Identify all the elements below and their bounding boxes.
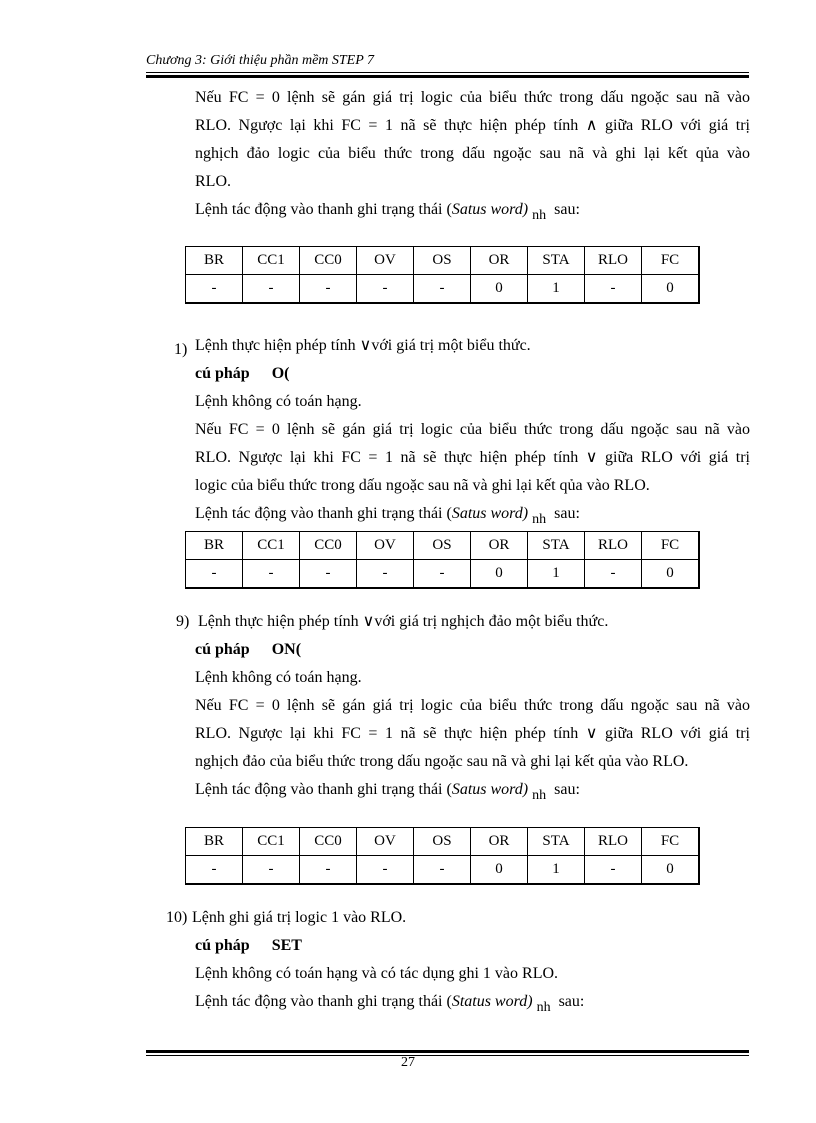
status-text: Lệnh tác động vào thanh ghi trạng thái ( [195,201,452,218]
syntax-label: cú pháp [195,365,250,382]
table-cell: - [243,275,300,304]
syntax-line [195,364,289,384]
syntax-label: cú pháp [195,641,250,658]
table-header-row [186,828,700,856]
status-word-label: Status word) [451,993,533,1010]
page-header-title: Chương 3: Giới thiệu phần mềm STEP 7 [146,53,375,68]
paragraph-line: logic của biểu thức trong dấu ngoặc sau nã và ghi lại kết qủa vào RLO. [195,477,650,494]
paragraph-line: RLO. [195,173,231,190]
status-text-end: sau: [554,201,580,218]
table-cell: STA [528,532,585,560]
status-text-end: sau: [558,993,585,1010]
table-cell: BR [186,532,243,560]
status-word-table [185,827,700,885]
table-cell: OV [357,247,414,275]
table-cell: OR [471,247,528,275]
table-cell: CC0 [300,532,357,560]
paragraph-line: RLO. Ngược lại khi FC = 1 nã sẽ thực hiện phép tính ∧ giữa RLO với giá trị [195,117,750,134]
table-cell: - [357,275,414,304]
syntax-label: cú pháp [195,937,250,954]
table-cell: CC1 [243,532,300,560]
status-word-table [185,531,700,589]
table-cell: CC1 [243,247,300,275]
syntax-value: ON( [271,641,302,658]
syntax-value: O( [271,365,290,382]
status-subscript: nh [536,1000,551,1015]
table-cell: STA [528,828,585,856]
table-cell: BR [186,247,243,275]
table-cell: FC [642,532,700,560]
syntax-line [195,640,301,660]
table-value-row [186,275,700,304]
table-cell: BR [186,828,243,856]
table-cell: OV [357,532,414,560]
footer-rule-thick [146,1050,749,1053]
table-cell: - [300,275,357,304]
table-cell: 0 [642,560,700,589]
status-word-label: Satus word) [451,505,529,522]
table-header-row [186,532,700,560]
table-cell: - [186,560,243,589]
table-cell: RLO [585,828,642,856]
paragraph-line: Nếu FC = 0 lệnh sẽ gán giá trị logic của biểu thức trong dấu ngoặc sau nã vào [195,89,750,106]
section-number: 9) [176,613,190,630]
table-cell: FC [642,828,700,856]
table-cell: RLO [585,247,642,275]
table-cell: OS [414,247,471,275]
page-number: 27 [401,1055,415,1070]
table-value-row [186,856,700,885]
paragraph-line: RLO. Ngược lại khi FC = 1 nã sẽ thực hiện phép tính ∨ giữa RLO với giá trị [195,725,750,742]
status-word-line [195,780,580,801]
table-cell: - [414,560,471,589]
table-cell: - [585,275,642,304]
table-cell: 0 [471,856,528,885]
status-text-end: sau: [554,781,580,798]
table-cell: FC [642,247,700,275]
section-number: 10) [166,909,188,926]
table-cell: CC0 [300,828,357,856]
table-cell: 1 [528,856,585,885]
table-cell: OS [414,828,471,856]
status-word-label: Satus word) [451,781,529,798]
status-text-end: sau: [554,505,580,522]
status-word-line [195,200,580,221]
table-cell: - [300,560,357,589]
section-title: Lệnh thực hiện phép tính ∨với giá trị một biểu thức. [195,337,531,354]
paragraph-line: Nếu FC = 0 lệnh sẽ gán giá trị logic của biểu thức trong dấu ngoặc sau nã vào [195,697,750,714]
paragraph-line: Lệnh không có toán hạng. [195,393,362,410]
paragraph-line: Lệnh không có toán hạng và có tác dụng ghi 1 vào RLO. [195,965,559,982]
table-cell: - [585,560,642,589]
status-text: Lệnh tác động vào thanh ghi trạng thái ( [195,781,452,798]
table-cell: OR [471,532,528,560]
table-cell: OR [471,828,528,856]
section-number: 1) [174,341,188,358]
table-cell: 0 [642,856,700,885]
table-cell: - [414,856,471,885]
section-title: Lệnh ghi giá trị logic 1 vào RLO. [192,909,407,926]
status-subscript: nh [532,512,547,527]
table-cell: RLO [585,532,642,560]
paragraph-line: Lệnh không có toán hạng. [195,669,362,686]
status-word-label: Satus word) [451,201,529,218]
paragraph-line: nghịch đảo của biểu thức trong dấu ngoặc sau nã và ghi lại kết qủa vào RLO. [195,753,689,770]
table-cell: - [414,275,471,304]
section-title: Lệnh thực hiện phép tính ∨với giá trị nghịch đảo một biểu thức. [198,613,609,630]
table-cell: STA [528,247,585,275]
table-cell: 0 [471,560,528,589]
status-text: Lệnh tác động vào thanh ghi trạng thái ( [195,993,452,1010]
syntax-value: SET [271,937,302,954]
table-cell: - [357,560,414,589]
table-cell: - [186,856,243,885]
paragraph-line: Nếu FC = 0 lệnh sẽ gán giá trị logic của biểu thức trong dấu ngoặc sau nã vào [195,421,750,438]
table-cell: - [243,856,300,885]
status-text: Lệnh tác động vào thanh ghi trạng thái ( [195,505,452,522]
table-cell: CC0 [300,247,357,275]
table-cell: 1 [528,560,585,589]
syntax-line [195,936,302,956]
header-rule-thin [146,72,749,73]
status-word-table [185,246,700,304]
table-cell: 1 [528,275,585,304]
status-word-line [195,504,580,525]
table-header-row [186,247,700,275]
table-cell: OS [414,532,471,560]
table-cell: CC1 [243,828,300,856]
table-cell: - [357,856,414,885]
table-cell: - [186,275,243,304]
paragraph-line: RLO. Ngược lại khi FC = 1 nã sẽ thực hiện phép tính ∨ giữa RLO với giá trị [195,449,750,466]
table-cell: - [243,560,300,589]
header-rule-thick [146,75,749,78]
status-subscript: nh [532,788,547,803]
status-word-line [195,992,584,1013]
table-value-row [186,560,700,589]
table-cell: 0 [471,275,528,304]
status-subscript: nh [532,208,547,223]
paragraph-line: nghịch đảo logic của biểu thức trong dấu ngoặc sau nã và ghi lại kết qủa vào [195,145,750,162]
table-cell: - [585,856,642,885]
table-cell: - [300,856,357,885]
table-cell: 0 [642,275,700,304]
table-cell: OV [357,828,414,856]
